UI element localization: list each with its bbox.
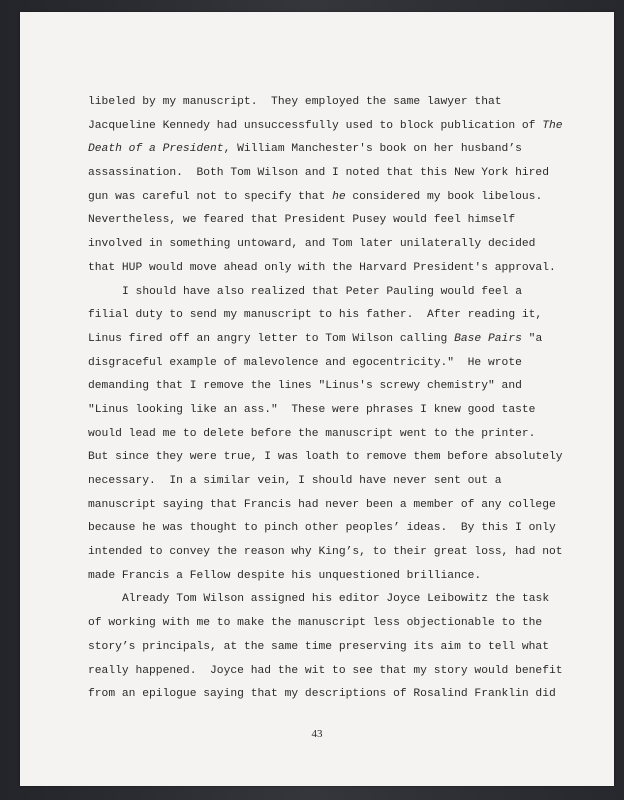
text-line [88, 399, 568, 423]
text-segment: involved in something untoward, and Tom later unilaterally decided [88, 238, 536, 251]
text-segment: filial duty to send my manuscript to his father. After reading it, [88, 309, 543, 322]
text-line [88, 612, 568, 636]
text-line [88, 541, 568, 565]
text-segment: "Linus looking like an ass." These were phrases I knew good taste [88, 403, 536, 416]
text-line [88, 588, 568, 612]
text-line [88, 304, 568, 328]
text-line [88, 162, 568, 186]
text-segment: from an epilogue saying that my descriptions of Rosalind Franklin did [88, 688, 556, 701]
text-segment: But since they were true, I was loath to remove them before absolutely [88, 451, 563, 464]
text-segment: Linus fired off an angry letter to Tom Wilson calling [88, 332, 455, 345]
text-line [88, 375, 568, 399]
text-segment: libeled by my manuscript. They employed the same lawyer that [88, 96, 502, 108]
italic-text-segment: Death of a President [88, 143, 224, 156]
text-segment: demanding that I remove the lines "Linus's screwy chemistry" and [88, 380, 522, 393]
text-line [88, 565, 568, 589]
text-segment: really happened. Joyce had the wit to see that my story would benefit [88, 664, 563, 677]
text-segment: of working with me to make the manuscript less objectionable to the [88, 617, 543, 630]
text-segment: I should have also realized that Peter Pauling would feel a [122, 285, 522, 298]
text-line [88, 209, 568, 233]
text-line [88, 683, 568, 707]
body-text [88, 91, 568, 707]
text-segment: "a [521, 332, 543, 345]
text-segment: Jacqueline Kennedy had unsuccessfully used to block publication of [88, 119, 543, 132]
text-line [88, 423, 568, 447]
text-segment: story’s principals, at the same time preserving its aim to tell what [88, 640, 549, 653]
text-segment: Nevertheless, we feared that President Pusey would feel himself [88, 214, 516, 227]
text-line [88, 494, 568, 518]
text-line [88, 517, 568, 541]
italic-text-segment: he [332, 190, 346, 203]
text-segment: disgraceful example of malevolence and egocentricity." He wrote [88, 356, 522, 369]
italic-text-segment: Base Pairs [454, 332, 522, 345]
italic-text-segment: The [542, 119, 563, 132]
text-segment: would lead me to delete before the manuscript went to the printer. [88, 427, 536, 440]
text-segment: assassination. Both Tom Wilson and I noted that this New York hired [88, 167, 549, 180]
manuscript-page [20, 12, 614, 786]
text-line [88, 115, 568, 139]
text-line [88, 446, 568, 470]
text-segment: manuscript saying that Francis had never been a member of any college [88, 498, 556, 511]
text-segment: considered my book libelous. [345, 190, 543, 203]
text-segment: intended to convey the reason why King’s, to their great loss, had not [88, 546, 563, 559]
text-segment: because he was thought to pinch other peoples’ ideas. By this I only [88, 522, 556, 535]
text-segment: gun was careful not to specify that [88, 190, 333, 203]
text-line [88, 352, 568, 376]
text-line [88, 636, 568, 660]
text-line [88, 281, 568, 305]
text-line [88, 233, 568, 257]
text-segment: made Francis a Fellow despite his unquestioned brilliance. [88, 569, 482, 582]
text-line [88, 257, 568, 281]
text-line [88, 470, 568, 494]
text-segment: Already Tom Wilson assigned his editor Joyce Leibowitz the task [122, 593, 550, 606]
page-number: 43 [311, 728, 323, 740]
text-line [88, 328, 568, 352]
text-line [88, 91, 568, 115]
text-segment: that HUP would move ahead only with the Harvard President's approval. [88, 261, 556, 274]
text-segment: necessary. In a similar vein, I should have never sent out a [88, 475, 502, 487]
text-line [88, 138, 568, 162]
text-segment: , William Manchester's book on her husband’s [223, 143, 522, 156]
text-line [88, 186, 568, 210]
text-line [88, 660, 568, 684]
